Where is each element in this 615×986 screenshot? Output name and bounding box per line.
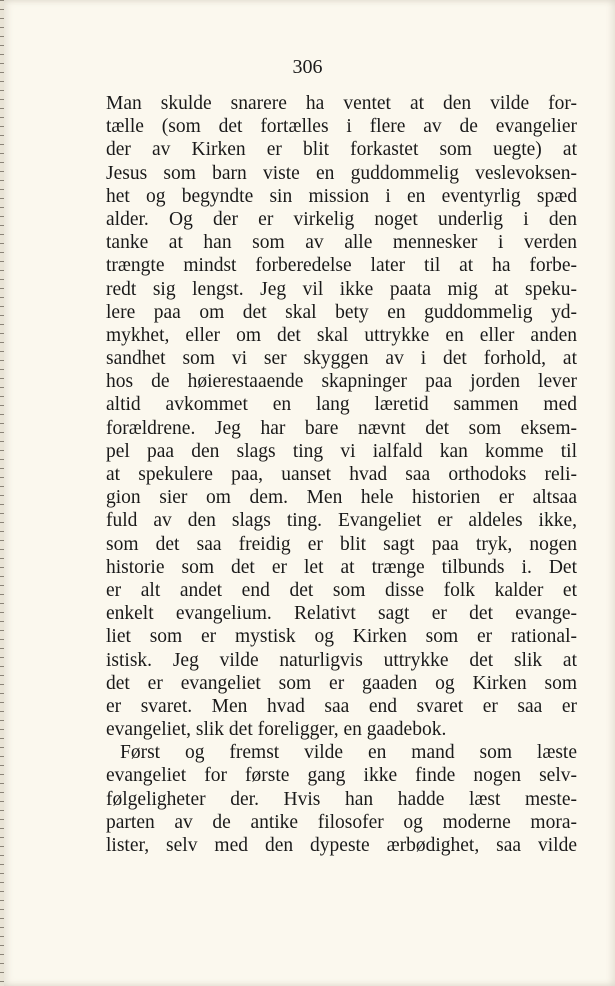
text-line: redt sig lengst. Jeg vil ikke paata mig at speku- (106, 278, 577, 300)
body-text (106, 92, 577, 857)
paragraph-end-line: evangeliet, slik det foreligger, en gaadebok. (106, 719, 447, 741)
text-line: tanke at han som av alle mennesker i verden (106, 232, 577, 254)
page-binding-edge (0, 0, 4, 986)
text-line: altid avkommet en lang læretid sammen med (106, 394, 577, 416)
text-line: lister, selv med den dypeste ærbødighet, saa vilde (106, 835, 577, 856)
text-line: het og begyndte sin mission i en eventyrlig spæd (106, 185, 577, 207)
text-line: pel paa den slags ting vi ialfald kan komme til (106, 440, 577, 462)
text-line: historie som det er let at trænge tilbunds i. Det (106, 556, 577, 578)
text-line: der av Kirken er blit forkastet som uegte) at (106, 139, 577, 161)
text-line: det er evangeliet som er gaaden og Kirken som (106, 672, 577, 694)
text-line: tælle (som det fortælles i flere av de evangelier (106, 116, 577, 138)
text-line: alder. Og der er virkelig noget underlig i den (106, 208, 577, 230)
page-number: 306 (292, 56, 323, 78)
text-line: Man skulde snarere ha ventet at den vilde for- (106, 93, 577, 114)
text-line: trængte mindst forberedelse later til at ha forbe- (106, 255, 577, 277)
text-line: sandhet som vi ser skyggen av i det forhold, at (106, 348, 577, 370)
text-line: er alt andet end det som disse folk kalder et (106, 579, 577, 601)
text-line: liet som er mystisk og Kirken som er rational- (106, 626, 577, 648)
text-line: parten av de antike filosofer og moderne mora- (106, 811, 577, 833)
text-line: evangeliet for første gang ikke finde nogen selv- (106, 765, 577, 787)
text-line: mykhet, eller om det skal uttrykke en eller anden (106, 324, 577, 346)
text-line: fuld av den slags ting. Evangeliet er aldeles ikke, (106, 510, 577, 532)
text-line: følgeligheter der. Hvis han hadde læst meste- (106, 788, 577, 810)
text-line: at spekulere paa, uanset hvad saa orthodoks reli- (106, 464, 577, 485)
text-line: er svaret. Men hvad saa end svaret er saa er (106, 695, 577, 717)
text-line: som det saa freidig er blit sagt paa tryk, nogen (106, 533, 577, 555)
text-line: forældrene. Jeg har bare nævnt det som eksem- (106, 417, 577, 439)
text-line: Jesus som barn viste en guddommelig veslevoksen- (106, 162, 577, 184)
text-line: lere paa om det skal bety en guddommelig yd- (106, 301, 577, 323)
text-line: gion sier om dem. Men hele historien er altsaa (106, 487, 577, 509)
text-line: hos de høierestaaende skapninger paa jorden lever (106, 371, 577, 393)
text-line: istisk. Jeg vilde naturligvis uttrykke det slik at (106, 649, 577, 671)
paragraph-start-line: Først og fremst vilde en mand som læste (120, 742, 577, 764)
text-line: enkelt evangelium. Relativt sagt er det evange- (106, 603, 577, 625)
